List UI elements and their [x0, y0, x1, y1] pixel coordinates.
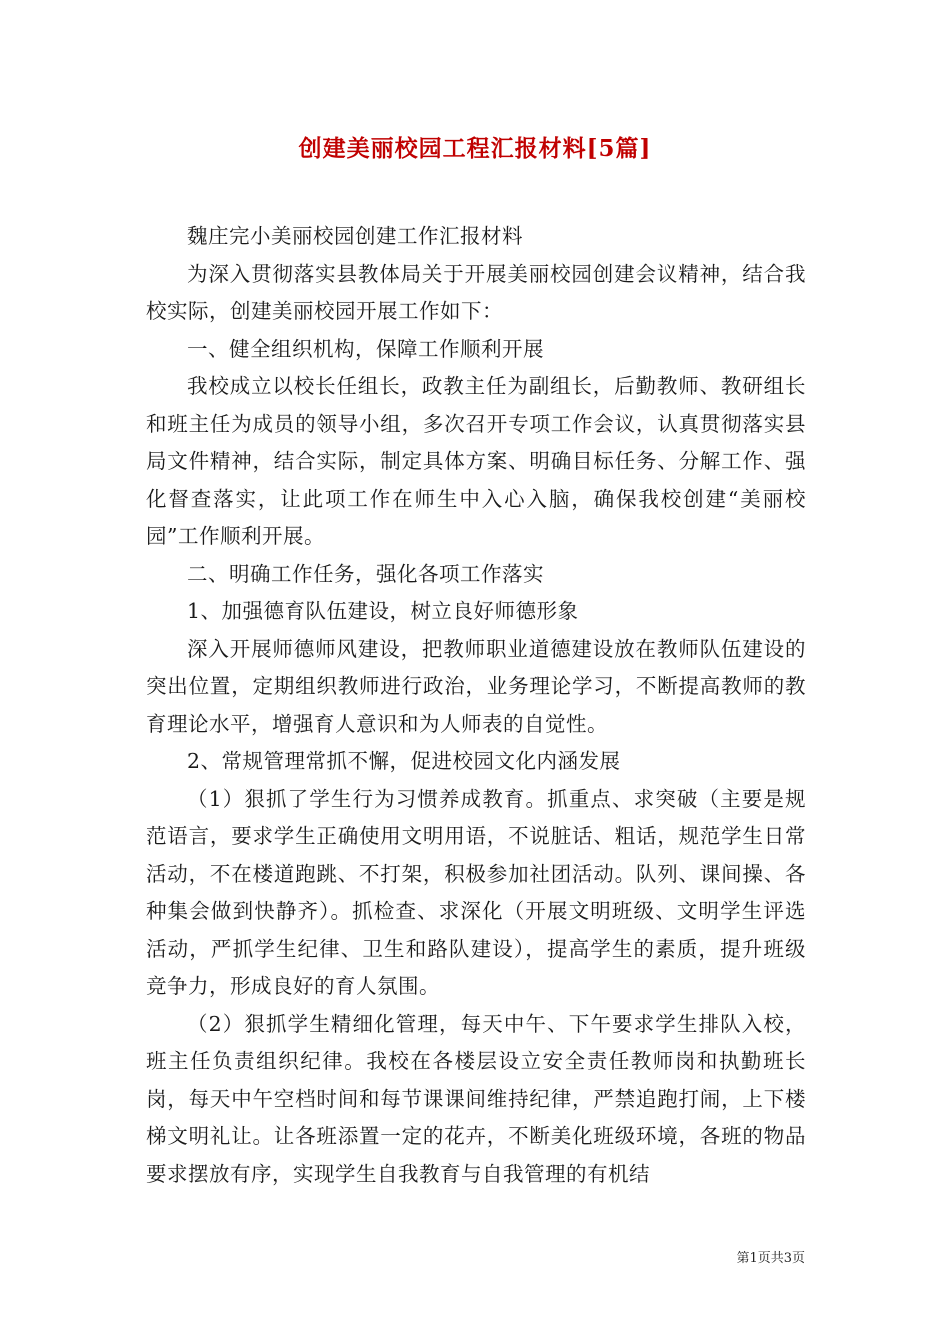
paragraph-5: （1）狠抓了学生行为习惯养成教育。抓重点、求突破（主要是规范语言，要求学生正确使用文明用语，不说脏话、粗话，规范学生日常活动，不在楼道跑跳、不打架，积极参加社团活动。队列、课间操、各种集会做到快静齐）。抓检查、求深化（开展文明班级、文明学生评选活动，严抓学生纪律、卫生和路队建设），提高学生的素质，提升班级竞争力，形成良好的育人氛围。	[146, 786, 806, 998]
document-title: 创建美丽校园工程汇报材料[5篇]	[298, 135, 652, 162]
paragraph-2: 为深入贯彻落实县教体局关于开展美丽校园创建会议精神，结合我校实际，创建美丽校园开展工作如下：	[146, 261, 806, 323]
paragraph-6: （2）狠抓学生精细化管理，每天中午、下午要求学生排队入校，班主任负责组织纪律。我校在各楼层设立安全责任教师岗和执勤班长岗，每天中午空档时间和每节课课间维持纪律，严禁追跑打闹，上下楼梯文明礼让。让各班添置一定的花卉，不断美化班级环境，各班的物品要求摆放有序，实现学生自我教育与自我管理的有机结	[146, 1011, 806, 1186]
document-body	[146, 218, 806, 1193]
section-heading-2: 二、明确工作任务，强化各项工作落实	[187, 561, 544, 586]
paragraph-1: 魏庄完小美丽校园创建工作汇报材料	[187, 224, 523, 248]
subsection-heading-1: 1、加强德育队伍建设，树立良好师德形象	[187, 599, 579, 623]
paragraph-4: 深入开展师德师风建设，把教师职业道德建设放在教师队伍建设的突出位置，定期组织教师进行政治，业务理论学习，不断提高教师的教育理论水平，增强育人意识和为人师表的自觉性。	[146, 636, 806, 736]
subsection-heading-2: 2、常规管理常抓不懈，促进校园文化内涵发展	[187, 749, 621, 773]
paragraph-3: 我校成立以校长任组长，政教主任为副组长，后勤教师、教研组长和班主任为成员的领导小组，多次召开专项工作会议，认真贯彻落实县局文件精神，结合实际，制定具体方案、明确目标任务、分解工作、强化督查落实，让此项工作在师生中入心入脑，确保我校创建“美丽校园”工作顺利开展。	[146, 374, 806, 548]
section-heading-1: 一、健全组织机构，保障工作顺利开展	[187, 336, 544, 361]
page-number: 第1页共3页	[736, 1251, 805, 1266]
